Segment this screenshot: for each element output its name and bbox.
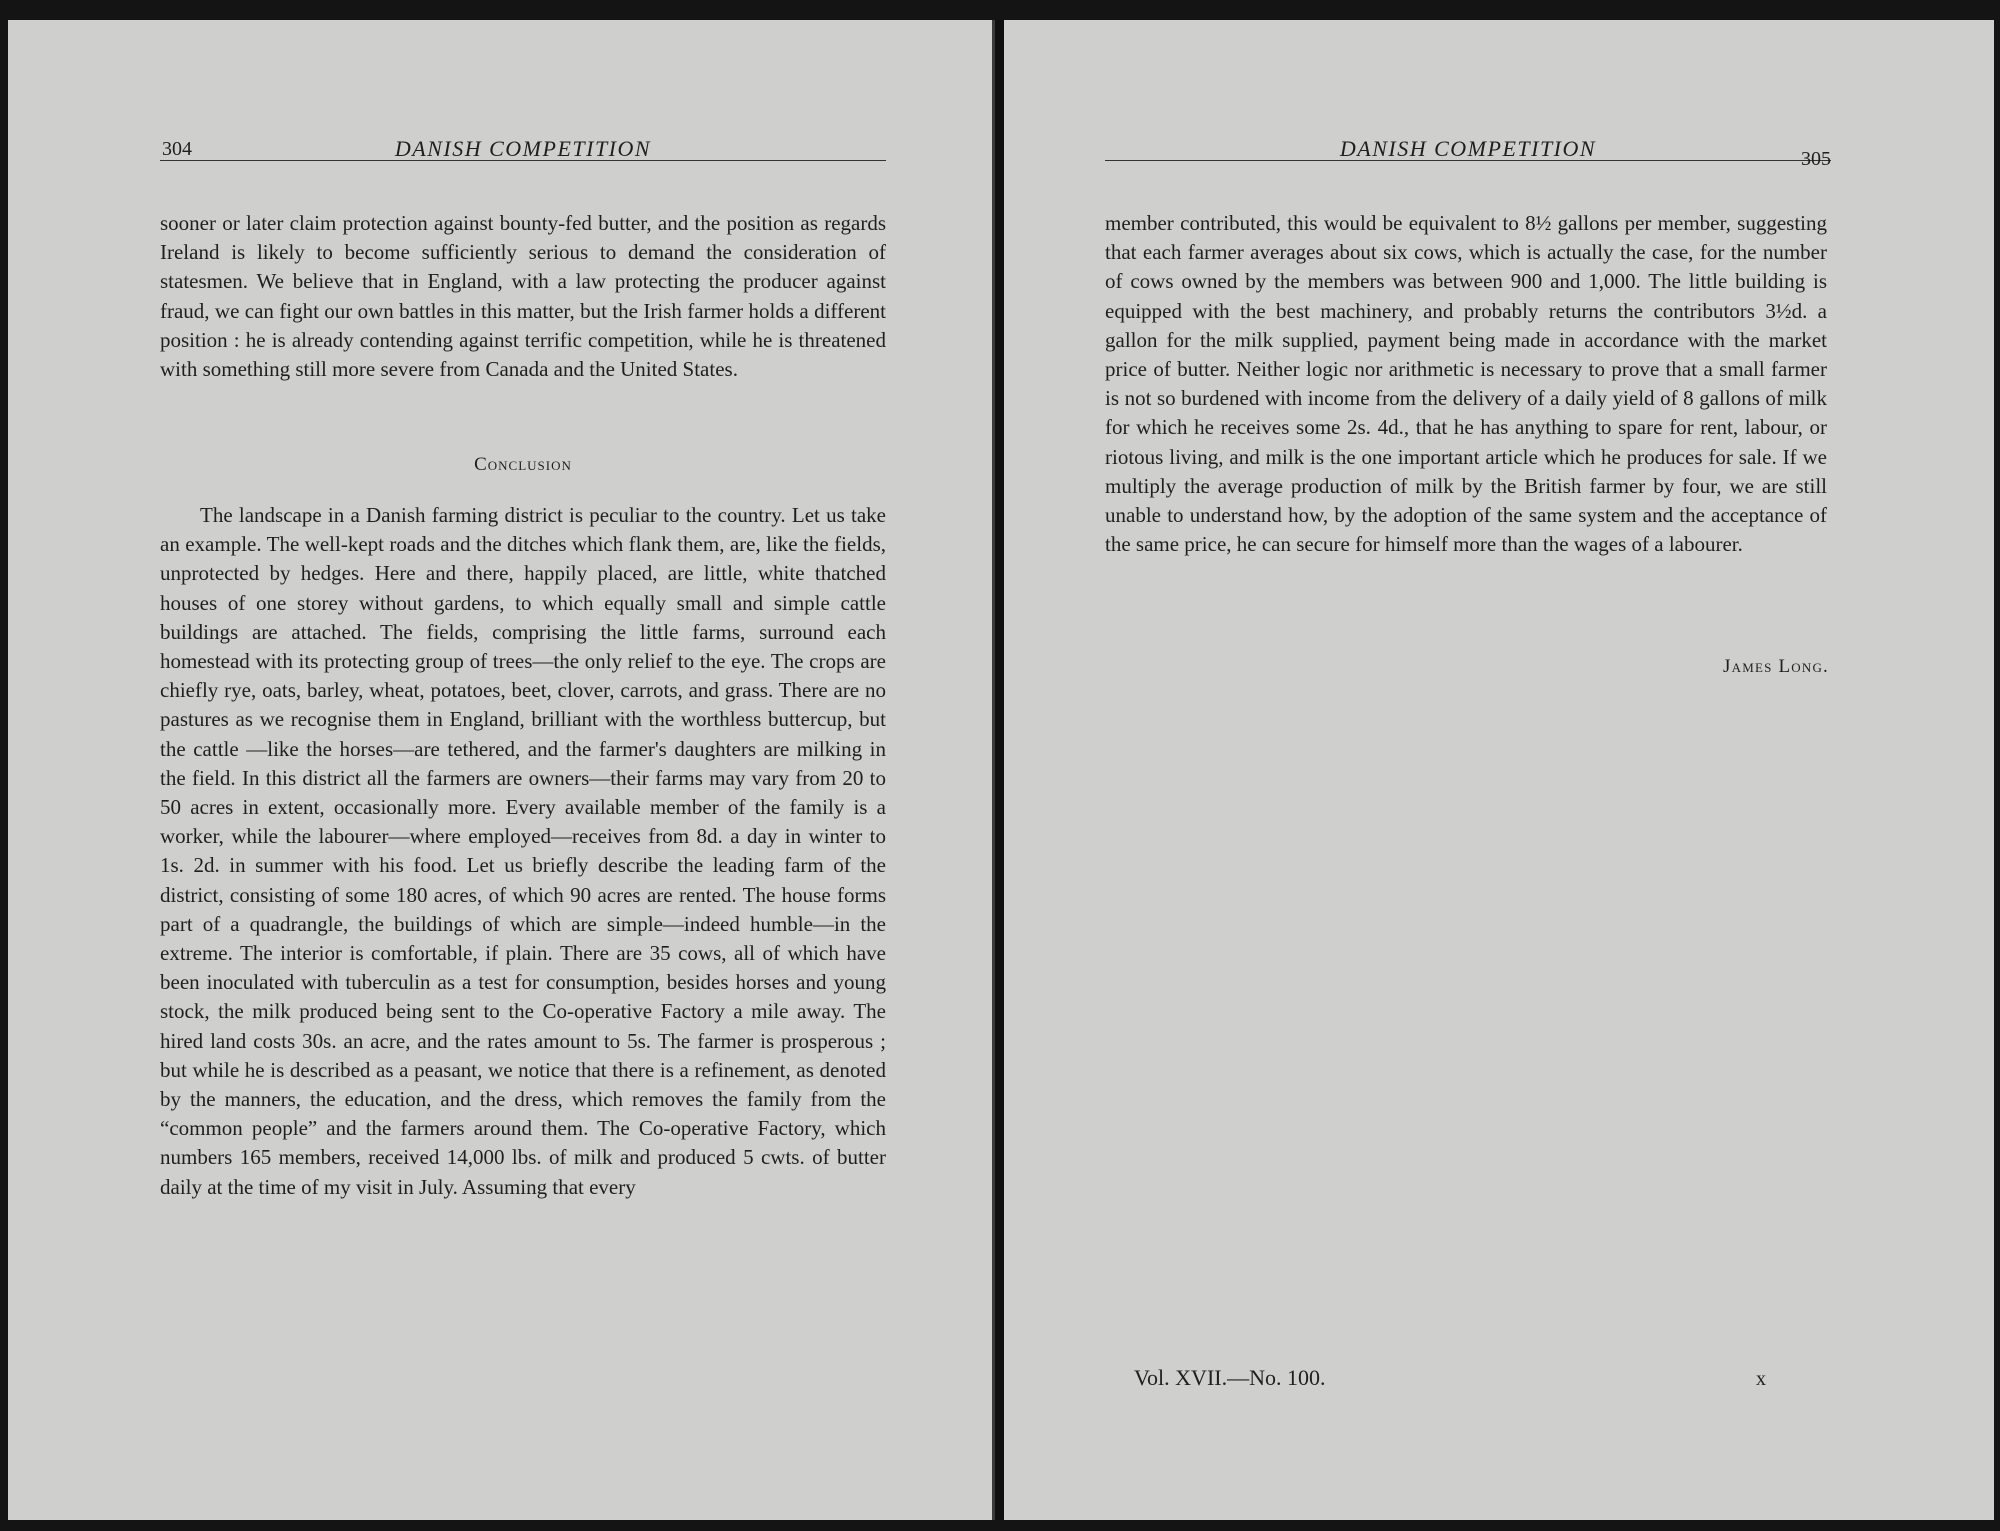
left-running-title: DANISH COMPETITION	[394, 136, 652, 161]
left-paragraph-1: sooner or later claim protection against bounty-fed butter, and the position as regards Ireland is likely to become sufficiently serious to demand the consideration of statesmen. We believe that in England, with a law protecting the producer against fraud, we can fight our own battles in this matter, but the Irish farmer holds a different position : he is already contending against terrific competition, while he is threatened with something still more severe from Canada and the United States.	[160, 211, 886, 382]
right-page-header	[1105, 120, 1831, 170]
left-page-number: 304	[162, 138, 192, 160]
left-page-header	[160, 120, 886, 161]
right-paragraph-1: member contributed, this would be equivalent to 8½ gallons per member, suggesting that each farmer averages about six cows, which is actually the case, for the number of cows owned by the members was between 900 and 1,000. The little building is equipped with the best machinery, and probably returns the contributors 3½d. a gallon for the milk supplied, payment being made in accordance with the market price of butter. Neither logic nor arithmetic is necessary to prove that a small farmer is not so burdened with income from the delivery of a daily yield of 8 gallons of milk for which he receives some 2s. 4d., that he has anything to spare for rent, labour, or riotous living, and milk is the one important article which he produces for sale. If we multiply the average production of milk by the British farmer by four, we are still unable to understand how, by the adoption of the same system and the acceptance of the same price, he can secure for himself more than the wages of a labourer.	[1105, 211, 1827, 557]
left-paragraph-2: The landscape in a Danish farming district is peculiar to the country. Let us take an example. The well-kept roads and the ditches which flank them, are, like the fields, unprotected by hedges. Here and there, happily placed, are little, white thatched houses of one storey without gardens, to which equally small and simple cattle buildings are attached. The fields, comprising the little farms, surround each homestead with its protecting group of trees—the only relief to the eye. The crops are chiefly rye, oats, barley, wheat, potatoes, beet, clover, carrots, and grass. There are no pastures as we recognise them in England, brilliant with the worthless buttercup, but the cattle —like the horses—are tethered, and the farmer's daughters are milking in the field. In this district all the farmers are owners—their farms may vary from 20 to 50 acres in extent, occasionally more. Every available member of the family is a worker, while the labourer—where employed—receives from 8d. a day in winter to 1s. 2d. in summer with his food. Let us briefly describe the leading farm of the district, consisting of some 180 acres, of which 90 acres are rented. The house forms part of a quadrangle, the buildings of which are simple—indeed humble—in the extreme. The interior is comfortable, if plain. There are 35 cows, all of which have been inoculated with tuberculin as a test for consumption, besides horses and young stock, the milk produced being sent to the Co-operative Factory a mile away. The hired land costs 30s. an acre, and the rates amount to 5s. The farmer is prosperous ; but while he is described as a peasant, we notice that there is a refinement, as denoted by the manners, the education, and the dress, which removes the family from the “common people” and the farmers around them. The Co-operative Factory, which numbers 165 members, received 14,000 lbs. of milk and produced 5 cwts. of butter daily at the time of my visit in July. Assuming that every	[160, 503, 886, 1199]
right-page	[1004, 20, 1994, 1520]
right-page-number: 305	[1801, 148, 1831, 170]
footer-signature-mark: x	[1756, 1368, 1766, 1390]
footer-volume: Vol. XVII.—No. 100.	[1134, 1365, 1326, 1390]
left-page	[8, 20, 995, 1520]
right-running-title: DANISH COMPETITION	[1339, 136, 1597, 161]
author-signature: James Long.	[1723, 656, 1829, 677]
section-heading-conclusion: Conclusion	[474, 454, 572, 475]
